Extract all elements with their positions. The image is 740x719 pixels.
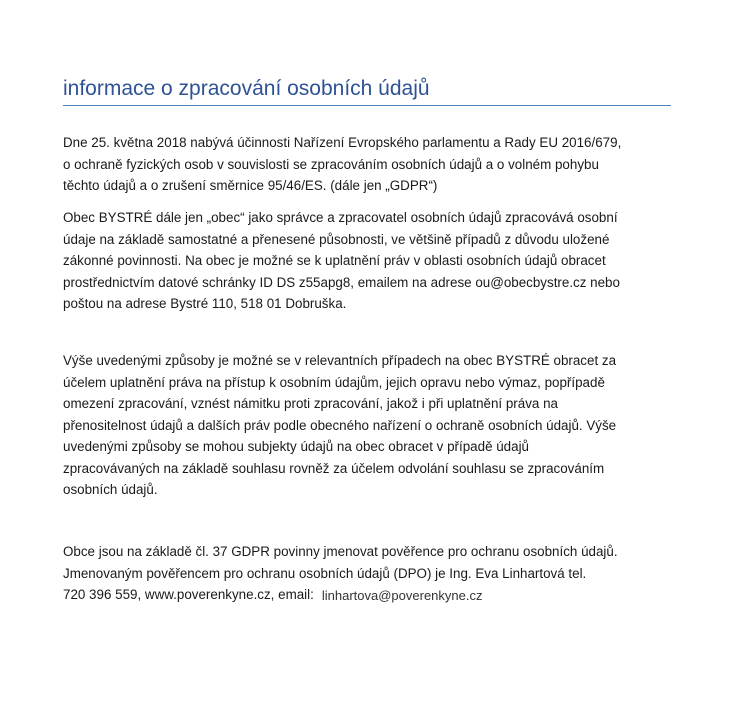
text-line: Obce jsou na základě čl. 37 GDPR povinny jmenovat pověřence pro ochranu osobních údajů. [63,544,618,559]
paragraph-dpo [63,541,670,606]
text-line: osobních údajů. [63,482,158,497]
paragraph-gdpr-intro [63,132,670,197]
paragraph-controller [63,207,670,315]
text-line: těchto údajů a o zrušení směrnice 95/46/ES. (dále jen „GDPR“) [63,178,438,193]
text-line: prostřednictvím datové schránky ID DS z55apg8, emailem na adrese ou@obecbystre.cz nebo [63,274,620,290]
text-line: Dne 25. května 2018 nabývá účinnosti Nařízení Evropského parlamentu a Rady EU 2016/679, [63,135,622,150]
text-line: zákonné povinnosti. Na obec je možné se k uplatnění práv v oblasti osobních údajů obracet [63,253,606,268]
text-line: uvedenými způsoby se mohou subjekty údajů na obec obracet v případě údajů [63,439,529,454]
text-line: údaje na základě samostatné a přenesené působnosti, ve většině případů z důvodu uložené [63,231,610,247]
text-line: přenositelnost údajů a dalších práv podle obecného nařízení o ochraně osobních údajů. Výše [63,417,617,433]
dpo-email-link[interactable]: linhartova@poverenkyne.cz [321,588,483,603]
page-title: informace o zpracování osobních údajů [63,75,671,106]
paragraph-rights [63,350,670,501]
dpo-contact-text: 720 396 559, www.poverenkyne.cz, email: [63,587,314,602]
text-line: o ochraně fyzických osob v souvislosti se zpracováním osobních údajů a o volném pohybu [63,156,599,172]
text-line: Obec BYSTRÉ dále jen „obec“ jako správce a zpracovatel osobních údajů zpracovává osobní [63,210,618,225]
text-line: Výše uvedenými způsoby je možné se v relevantních případech na obec BYSTRÉ obracet za [63,353,617,368]
text-line: poštou na adrese Bystré 110, 518 01 Dobruška. [63,296,347,311]
text-line: Jmenovaným pověřencem pro ochranu osobních údajů (DPO) je Ing. Eva Linhartová tel. [63,565,587,581]
text-line: účelem uplatnění práva na přístup k osobním údajům, jejich opravu nebo výmaz, popřípadě [63,374,605,390]
text-line [63,584,670,606]
text-line: omezení zpracování, vznést námitku proti zpracování, jakož i při uplatnění práva na [63,396,558,411]
text-line: zpracovávaných na základě souhlasu rovněž za účelem odvolání souhlasu se zpracováním [63,460,605,476]
